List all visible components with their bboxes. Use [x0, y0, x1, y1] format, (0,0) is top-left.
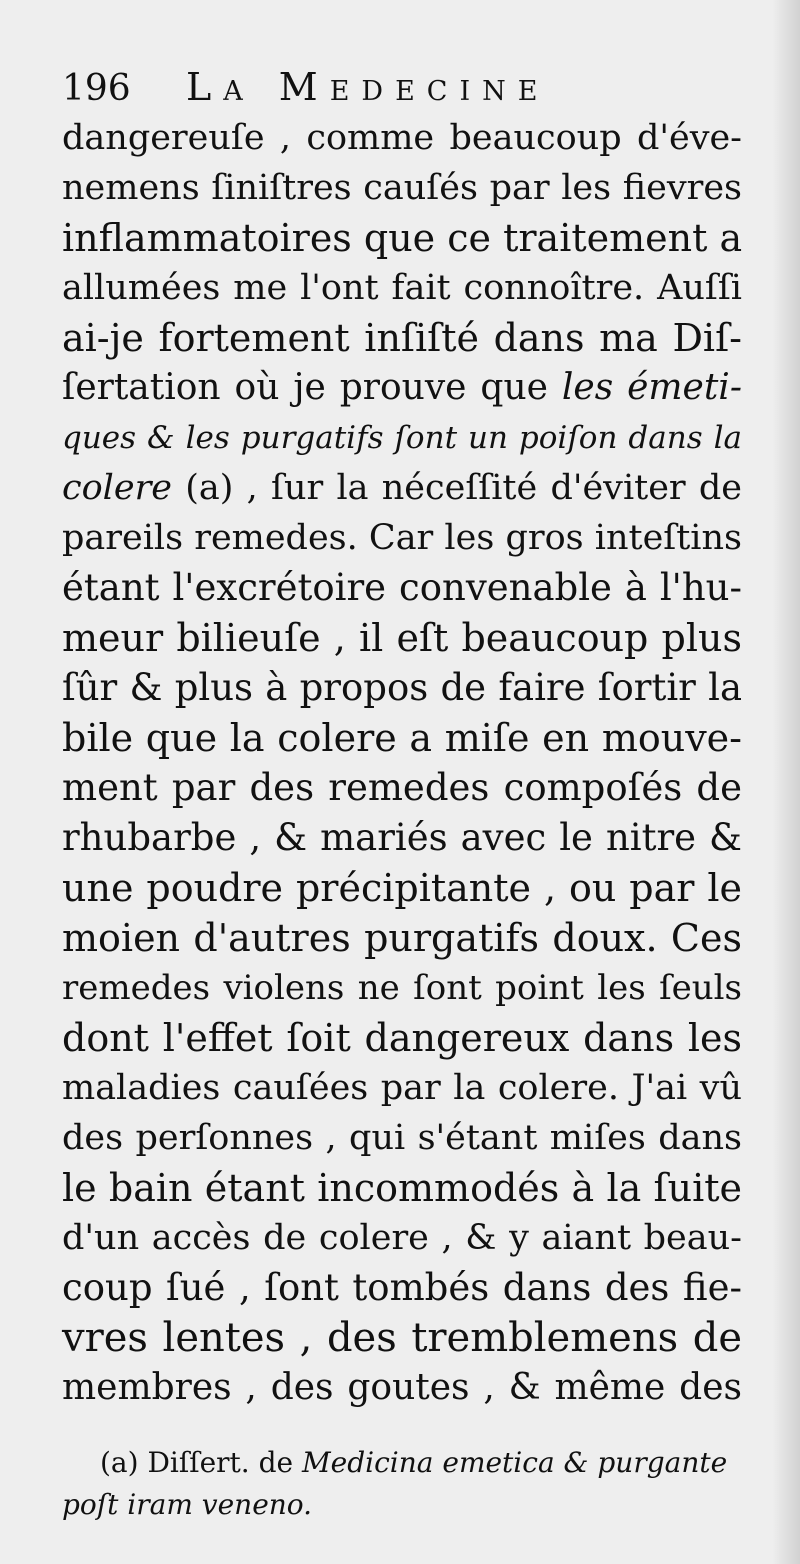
text-line: ai-je fortement inſiſté dans ma Diſ- [62, 316, 742, 360]
text-line: pareils remedes. Car les gros inteſtins [62, 518, 742, 558]
text-line: une poudre précipitante , ou par le [62, 866, 742, 910]
text-line: membres , des goutes , & même des [62, 1367, 742, 1408]
footnote-italic: poſt iram veneno. [62, 1488, 313, 1521]
roman-run: (a) , ſur la néceſſité d'éviter de [172, 468, 742, 508]
page-number: 196 [62, 68, 131, 109]
text-line: des perſonnes , qui s'étant miſes dans [62, 1118, 742, 1158]
text-line: le bain étant incommodés à la ſuite [62, 1166, 742, 1210]
footnote-line [62, 1442, 742, 1484]
text-line: étant l'excrétoire convenable à l'hu- [62, 566, 742, 609]
text-line: ſûr & plus à propos de faire ſortir la [62, 666, 742, 709]
text-line: nemens ſiniſtres cauſés par les fievres [62, 168, 742, 208]
text-line-mixed [62, 363, 742, 413]
text-line: allumées me l'ont fait connoître. Auſſi [62, 268, 742, 308]
text-line: meur bilieuſe , il eſt beaucoup plus [62, 616, 742, 660]
text-line: coup ſué , ſont tombés dans des fie- [62, 1266, 742, 1309]
footnote-italic: Medicina emetica & purgante [301, 1446, 728, 1479]
text-line-mixed [62, 463, 742, 513]
text-line: moien d'autres purgatifs doux. Ces [62, 916, 742, 960]
roman-run: ſertation où je prouve que [62, 367, 562, 408]
text-line: maladies cauſées par la colere. J'ai vû [62, 1068, 742, 1108]
text-line: ment par des remedes compoſés de [62, 766, 742, 809]
text-line: d'un accès de colere , & y aiant beau- [62, 1218, 742, 1258]
italic-run: colere [62, 468, 173, 508]
text-line: remedes violens ne ſont point les ſeuls [62, 968, 742, 1008]
footnote-line [62, 1484, 742, 1526]
body-text [62, 113, 742, 1413]
running-header [62, 60, 662, 112]
text-line: vres lentes , des tremblemens de [62, 1315, 742, 1361]
footnote-mark: (a) [100, 1446, 139, 1479]
footnote [62, 1442, 742, 1526]
text-line: inflammatoires que ce traitement a [62, 216, 743, 260]
text-line: dangereuſe , comme beaucoup d'éve- [62, 118, 742, 158]
running-title: La Medecine [186, 65, 550, 109]
text-line: rhubarbe , & mariés avec le nitre & [62, 816, 742, 859]
footnote-roman: Diſſert. de [138, 1446, 302, 1479]
text-line: dont l'effet ſoit dangereux dans les [62, 1016, 742, 1060]
italic-run: les émeti- [561, 367, 742, 408]
text-line: bile que la colere a miſe en mouve- [62, 716, 742, 760]
text-line-italic: ques & les purgatifs ſont un poiſon dans la [62, 420, 742, 456]
